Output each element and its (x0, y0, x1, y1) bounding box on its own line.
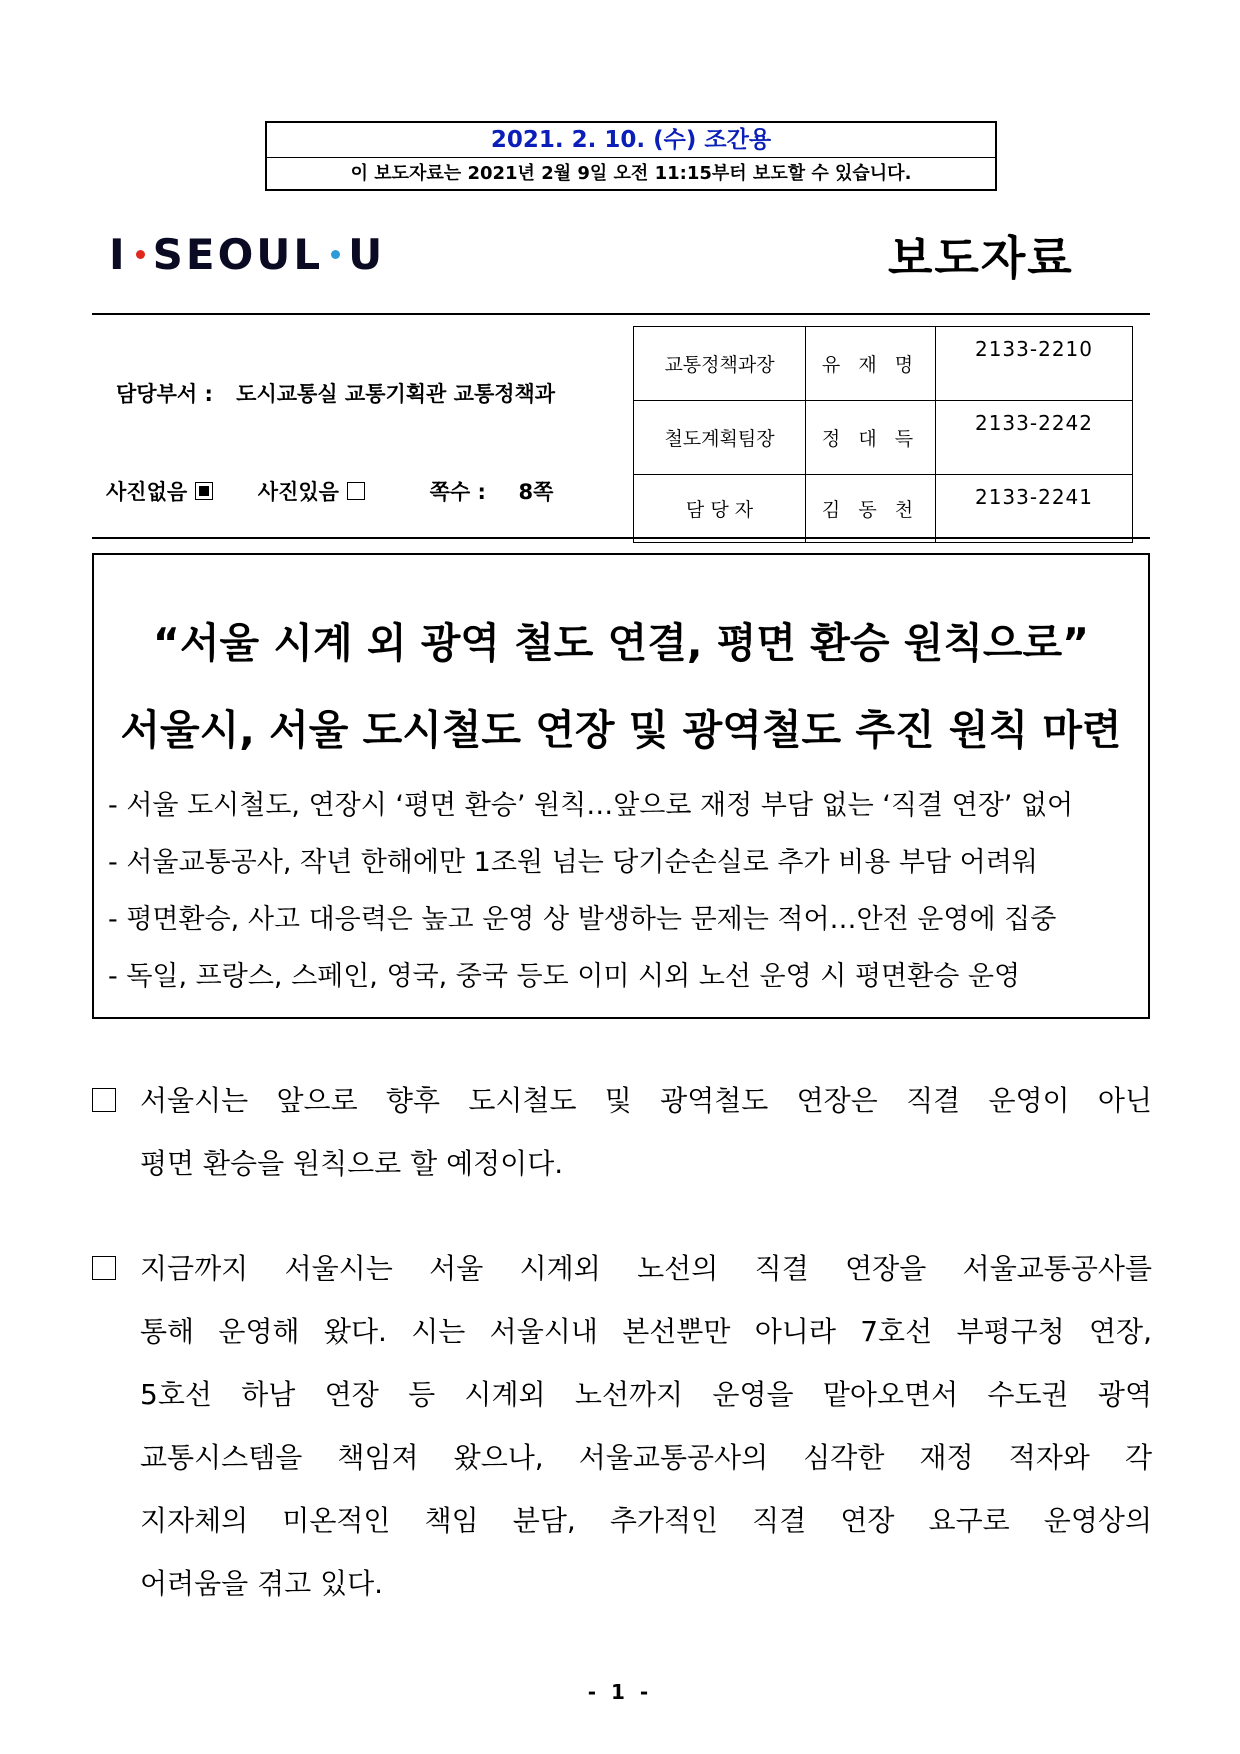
page-number: - 1 - (587, 1680, 653, 1704)
headline-subpoints (108, 777, 1138, 1005)
contact-phone: 2133-2241 (936, 475, 1133, 543)
department-value: 도시교통실 교통기획관 교통정책과 (236, 382, 556, 406)
contact-row (634, 475, 1133, 543)
contact-name: 김 동 천 (806, 475, 936, 543)
bullet-square-icon (92, 1256, 116, 1280)
contact-role: 담 당 자 (634, 475, 806, 543)
press-release-label: 보도자료 (888, 231, 1074, 285)
logo-red-dot (136, 250, 145, 259)
photo-info-line (106, 476, 553, 506)
logo-part-i: I (109, 230, 128, 279)
contact-role: 교통정책과장 (634, 327, 806, 401)
headline-quote: “서울 시계 외 광역 철도 연결, 평면 환승 원칙으로” (152, 619, 1090, 667)
photo-label: 사진있음 (257, 480, 339, 504)
headline-box (92, 553, 1150, 1019)
paragraph-line: 평면 환승을 원칙으로 할 예정이다. (140, 1147, 564, 1180)
paragraph-line: 지자체의 미온적인 책임 분담, 추가적인 직결 연장 요구로 운영상의 (140, 1504, 1152, 1537)
pages-value: 8쪽 (518, 480, 554, 504)
no-photo-label: 사진없음 (106, 480, 188, 504)
logo-blue-dot (331, 250, 340, 259)
photo-checkbox (347, 482, 365, 500)
contact-phone: 2133-2210 (936, 327, 1133, 401)
subpoint: - 평면환승, 사고 대응력은 높고 운영 상 발생하는 문제는 적어…안전 운영에 집중 (108, 904, 1057, 935)
headline-main: 서울시, 서울 도시철도 연장 및 광역철도 추진 원칙 마련 (120, 706, 1122, 754)
body-paragraph-1 (92, 1069, 1152, 1195)
contact-role: 철도계획팀장 (634, 401, 806, 475)
embargo-box (265, 121, 997, 191)
divider-bottom (92, 537, 1150, 539)
contact-name: 유 재 명 (806, 327, 936, 401)
embargo-notice: 이 보도자료는 2021년 2월 9일 오전 11:15부터 보도할 수 있습니다. (350, 163, 912, 184)
pages-label: 쪽수 : (429, 480, 486, 504)
embargo-date: 2021. 2. 10. (수) 조간용 (267, 123, 995, 158)
logo-part-seoul: SEOUL (152, 230, 324, 279)
paragraph-line: 교통시스템을 책임져 왔으나, 서울교통공사의 심각한 재정 적자와 각 (140, 1441, 1152, 1474)
subpoint: - 서울 도시철도, 연장시 ‘평면 환승’ 원칙…앞으로 재정 부담 없는 ‘직결 연장’ 없어 (108, 790, 1074, 821)
subpoint: - 독일, 프랑스, 스페인, 영국, 중국 등도 이미 시외 노선 운영 시 평면환승 운영 (108, 961, 1021, 992)
contact-phone: 2133-2242 (936, 401, 1133, 475)
bullet-square-icon (92, 1088, 116, 1112)
logo-part-u: U (348, 230, 386, 279)
i-seoul-u-logo (109, 230, 385, 279)
subpoint: - 서울교통공사, 작년 한해에만 1조원 넘는 당기순손실로 추가 비용 부담 어려워 (108, 847, 1038, 878)
paragraph-line: 서울시는 앞으로 향후 도시철도 및 광역철도 연장은 직결 운영이 아닌 (140, 1084, 1152, 1117)
body-paragraph-2 (92, 1237, 1152, 1615)
no-photo-checkbox (195, 482, 213, 500)
paragraph-line: 5호선 하남 연장 등 시계외 노선까지 운영을 맡아오면서 수도권 광역 (140, 1378, 1152, 1411)
department-line (116, 378, 555, 408)
paragraph-line: 지금까지 서울시는 서울 시계외 노선의 직결 연장을 서울교통공사를 (140, 1252, 1152, 1285)
contact-name: 정 대 득 (806, 401, 936, 475)
department-label: 담당부서 : (116, 382, 213, 406)
contact-table (633, 326, 1133, 543)
contact-row (634, 327, 1133, 401)
paragraph-line: 통해 운영해 왔다. 시는 서울시내 본선뿐만 아니라 7호선 부평구청 연장, (140, 1315, 1152, 1348)
paragraph-line: 어려움을 겪고 있다. (140, 1567, 384, 1600)
contact-row (634, 401, 1133, 475)
divider-top (92, 313, 1150, 315)
